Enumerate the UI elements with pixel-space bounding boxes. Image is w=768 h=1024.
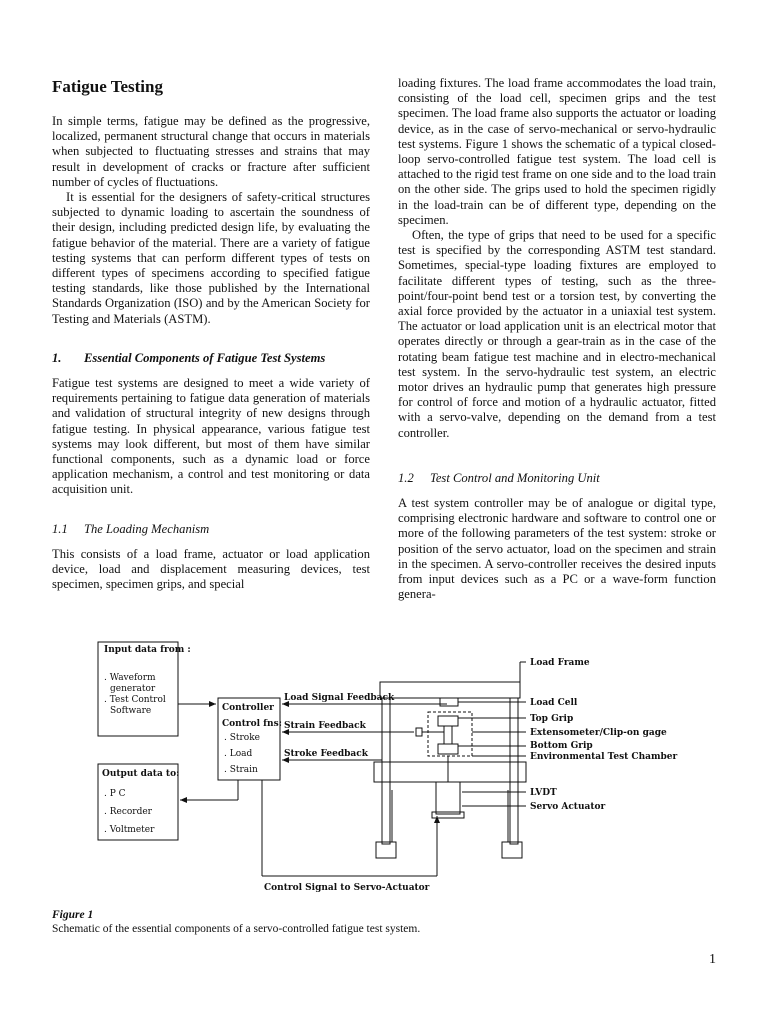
caption-text: Schematic of the essential components of a servo-controlled fatigue test system. — [52, 923, 421, 935]
load-frame-column — [510, 698, 518, 844]
input-item: . Test Control — [104, 695, 166, 705]
load-frame-crosshead — [380, 682, 520, 698]
page-number: 1 — [709, 952, 716, 967]
left-column — [52, 78, 370, 592]
label-top-grip: Top Grip — [530, 714, 574, 724]
paragraph: loading fixtures. The load frame accommodates the load train, consisting of the load cell, specimen grips and the test specimen. The load frame also supports the actuator or loading device, as in the case of servo-mechanical or servo-hydraulic test systems. Figure 1 shows the schematic of a typical closed-loop servo-controlled fatigue test system. The load cell is attached to the rigid test frame on one side and to the load train on the other side. The grips used to hold the specimen rigidly in the load-train can be of different type, depending on the specimen. — [398, 76, 716, 227]
section-heading — [52, 351, 370, 366]
figure-schematic — [52, 640, 712, 900]
input-item: generator — [110, 684, 156, 694]
environmental-chamber — [428, 712, 472, 756]
subsection-number: 1.2 — [398, 470, 414, 485]
input-item: . Waveform — [104, 673, 156, 683]
label-load-frame: Load Frame — [530, 658, 590, 668]
label-bottom-grip: Bottom Grip — [530, 741, 593, 751]
top-grip — [438, 716, 458, 726]
stroke-feedback-label: Stroke Feedback — [284, 749, 368, 759]
subsection-title: Test Control and Monitoring Unit — [430, 470, 600, 485]
bottom-grip — [438, 744, 458, 754]
controller-item: . Load — [224, 749, 253, 759]
paragraph: This consists of a load frame, actuator or load application device, load and displacement measuring devices, test specimen, specimen grips, and special — [52, 546, 370, 592]
subsection-title: The Loading Mechanism — [84, 521, 210, 536]
controller-item: . Strain — [224, 765, 258, 775]
controller-item: . Stroke — [224, 733, 261, 743]
label-extensometer: Extensometer/Clip-on gage — [530, 728, 667, 738]
output-item: . Voltmeter — [104, 825, 155, 835]
input-item: Software — [110, 706, 152, 716]
output-item: . Recorder — [104, 807, 152, 817]
input-data-title: Input data from : — [104, 645, 191, 655]
control-fns-label: Control fns: — [222, 719, 282, 729]
subsection-heading — [52, 522, 370, 537]
subsection-heading — [398, 471, 716, 486]
control-signal-label: Control Signal to Servo-Actuator — [264, 883, 430, 893]
servo-actuator — [436, 782, 460, 814]
section-title: Essential Components of Fatigue Test Systems — [84, 350, 326, 365]
label-lvdt: LVDT — [530, 788, 557, 798]
paragraph: Fatigue test systems are designed to meet a wide variety of requirements pertaining to fatigue data generation of materials and validation of structural integrity of new designs through fatigue testing. In physical appearance, various fatigue test systems may look different, but most of them have similar functional components, such as a dynamic load or force application mechanism, a control and test monitoring or data acquisition unit. — [52, 376, 370, 497]
label-load-cell: Load Cell — [530, 698, 578, 708]
load-cell — [440, 698, 458, 706]
subsection-number: 1.1 — [52, 521, 68, 536]
load-frame-base — [374, 762, 526, 782]
section-number: 1. — [52, 350, 62, 365]
paragraph: In simple terms, fatigue may be defined as the progressive, localized, permanent structural change that occurs in materials when subjected to fluctuating stresses and strains that may result in development of cracks or fracture after sufficient number of cycles of fluctuations. — [52, 114, 370, 189]
figure-caption — [52, 908, 420, 936]
page-title: Fatigue Testing — [52, 77, 163, 96]
label-servo-actuator: Servo Actuator — [530, 802, 606, 812]
load-frame-column — [382, 698, 390, 844]
right-column — [398, 76, 716, 603]
controller-title: Controller — [222, 703, 274, 713]
paragraph: It is essential for the designers of safety-critical structures subjected to dynamic loading to ascertain the soundness of their design, including predicted design life, by evaluating the fatigue behavior of the material. There are a variety of fatigue testing systems that can perform different types of tests on different types of specimens according to specified fatigue testing standards, like those published by the International Standards Organization (ISO) and by the American Society for Testing and Materials (ASTM). — [52, 190, 370, 326]
load-signal-label: Load Signal Feedback — [284, 693, 395, 703]
specimen — [444, 726, 452, 744]
paragraph: A test system controller may be of analogue or digital type, comprising electronic hardware and software to control one or more of the following parameters of the test system: stroke or position of the servo actuator, load on the specimen and strain in the specimen. A servo-controller receives the desired inputs from input devices such as a PC or a wave-form function genera- — [398, 496, 716, 602]
figure-label: Figure 1 — [52, 909, 94, 921]
strain-feedback-label: Strain Feedback — [284, 721, 366, 731]
output-data-title: Output data to: — [102, 769, 180, 779]
paragraph: Often, the type of grips that need to be used for a specific test is specified by the corresponding ASTM test standard. Sometimes, special-type loading fixtures are employed to facilitate different types of testing, such as the three-point/four-point bend test or a torsion test, by converting the axial force provided by the actuator in a uniaxial test system. The actuator or load application unit is an electrical motor that operates directly or through a gear-train as in the case of the rotating beam fatigue test machine and in electro-mechanical test system. In the servo-hydraulic test system, an electric motor drives an hydraulic pump that generates high pressure for control of force and motion of a hydraulic actuator, fitted with a servo-valve, depending on the demand from a test controller. — [398, 228, 716, 440]
label-chamber: Environmental Test Chamber — [530, 752, 678, 762]
output-item: . P C — [104, 789, 126, 799]
extensometer — [416, 728, 422, 736]
